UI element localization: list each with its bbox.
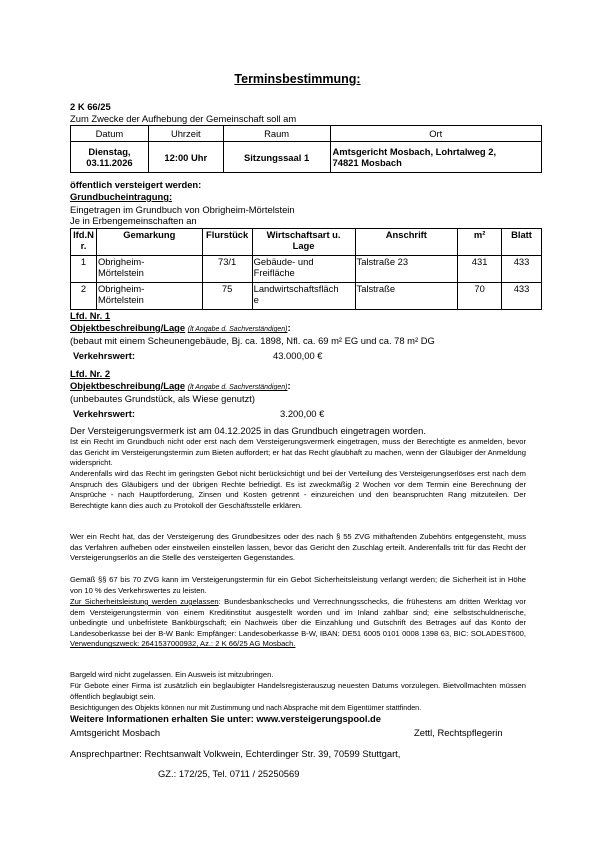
lfd1-objekt-label: Objektbeschreibung/Lage [70, 322, 186, 333]
gemarkung-line2: Mörtelstein [97, 267, 144, 278]
lfd2-objekt-label: Objektbeschreibung/Lage [70, 380, 186, 391]
termin-room: Sitzungssaal 1 [223, 142, 330, 173]
lfd1-wert-value: 43.000,00 € [273, 350, 323, 361]
header-wirtschaftsart [252, 229, 355, 256]
ansprechpartner: Ansprechpartner: Rechtsanwalt Volkwein, Echterdinger Str. 39, 70599 Stuttgart, [70, 748, 401, 759]
header-blatt: Blatt [502, 229, 542, 256]
termin-value-row [71, 142, 542, 173]
lfd1-description: (bebaut mit einem Scheunengebäude, Bj. ca. 1898, Nfl. ca. 69 m² EG und ca. 78 m² DG [70, 335, 435, 346]
termin-header-row [71, 126, 542, 142]
table-row [71, 283, 542, 310]
date-weekday: Dienstag, [88, 146, 131, 157]
rechtspflegerin: Zettl, Rechtspflegerin [414, 727, 503, 738]
header-flurstueck: Flurstück [202, 229, 252, 256]
header-raum: Raum [223, 126, 330, 142]
paragraph-entgegenstehendes-recht: Wer ein Recht hat, das der Versteigerung des Grundbesitzes oder des nach § 55 ZVG mithaftenden Zubehörs entgegensteht, muss das Verfahren aufheben oder einstweilen einstellen lassen, bevor das Gericht den Zuschlag erteilt. Anderenfalls tritt für das Recht der Versteigerungserlös an die Stelle des versteigerten Gegenstandes. [70, 532, 526, 563]
lfd2-wert-label: Verkehrswert: [73, 408, 136, 419]
row-wirtschaftsart [252, 283, 355, 310]
place-line2: 74821 Mosbach [332, 157, 402, 168]
lfd1-wert-label: Verkehrswert: [73, 350, 136, 361]
wirtschaftsart-line2: e [253, 294, 259, 305]
lfd2-wert-value: 3.200,00 € [280, 408, 325, 419]
grundbuch-line2: Je in Erbengemeinschaften an [70, 215, 197, 226]
header-anschrift: Anschrift [355, 229, 458, 256]
gemarkung-line2: Mörtelstein [97, 294, 144, 305]
grundbuch-header-row [71, 229, 542, 256]
zugelassen-text: : Bundesbankschecks und Verrechnungsschecks, die frühestens am dritten Werktag vor dem Versteigerungstermin von einem Kreditinstitut ausgestellt worden und im Inland zahlbar sind; eine selbstschuldnerische, unbedingte und unbefristete Bankbürgschaft; ein Nachweis über die Einzahlung und Gutschrift des Betrages auf das Konto der Landesoberkasse bei der B-W Bank: Empfänger: Landesoberkasse B-W, IBAN: DE51 6005 0101 0008 1398 63, BIC: SOLADEST600, [70, 597, 526, 638]
page-title: Terminsbestimmung: [234, 72, 361, 86]
gemarkung-line1: Obrigheim- [97, 256, 145, 267]
wirtschaftsart-line1: Gebäude- und [253, 256, 314, 267]
wirtschaftsart-line2: Freifläche [253, 267, 295, 278]
row-gemarkung [96, 256, 202, 283]
court-name: Amtsgericht Mosbach [70, 727, 161, 738]
row-m2: 70 [458, 283, 502, 310]
lfd2-label: Lfd. Nr. 2 [70, 368, 111, 379]
wirtschaftsart-label-2: Lage [292, 240, 315, 251]
row-nr: 1 [71, 256, 97, 283]
termin-date [71, 142, 149, 173]
wirtschaftsart-line1: Landwirtschaftsfläch [253, 283, 339, 294]
paragraph-geringstes-gebot: Anderenfalls wird das Recht im geringsten Gebot nicht berücksichtigt und bei der Verteilung des Versteigerungserlöses erst nach dem Anspruch des Gläubigers und der übrigen Rechte befriedigt. Es ist zweckmäßig 2 Wochen vor dem Termin eine Berechnung der Ansprüche - nach Hauptforderung, Zinsen und Kosten getrennt - einzureichen und den beanspruchten Rang mitzuteilen. Der Berechtigte kann dies auch zu Protokoll der Geschäftsstelle erklären. [70, 469, 526, 510]
gemarkung-line1: Obrigheim- [97, 283, 145, 294]
paragraph-firma: Für Gebote einer Firma ist zusätzlich ein beglaubigter Handelsregisterauszug neuesten Datums vorzulegen. Bietvollmachten müssen öffentlich beglaubigt sein. [70, 681, 526, 701]
lfd1-label: Lfd. Nr. 1 [70, 310, 111, 321]
wirtschaftsart-label-1: Wirtschaftsart u. [266, 229, 341, 240]
termin-place [330, 142, 541, 173]
versteigerungsvermerk: Der Versteigerungsvermerk ist am 04.12.2025 in das Grundbuch eingetragen worden. [70, 425, 426, 436]
row-nr: 2 [71, 283, 97, 310]
grundbuch-heading: Grundbucheintragung: [70, 191, 173, 202]
versteigert-text: öffentlich versteigert werden: [70, 179, 202, 190]
grundbuch-line1: Eingetragen im Grundbuch von Obrigheim-Mörtelstein [70, 204, 295, 215]
paragraph-sicherheitsleistung: Gemäß §§ 67 bis 70 ZVG kann im Versteigerungstermin für ein Gebot Sicherheitsleistung verlangt werden; die Sicherheit ist in Höhe von 10 % des Verkehrswertes zu leisten. [70, 575, 526, 595]
row-anschrift: Talstraße 23 [355, 256, 458, 283]
header-datum: Datum [71, 126, 149, 142]
geschaeftszeichen: GZ.: 172/25, Tel. 0711 / 25250569 [158, 768, 300, 779]
paragraph-anmeldung: Ist ein Recht im Grundbuch nicht oder erst nach dem Versteigerungsvermerk eingetragen, muss der Berechtigte es anmelden, bevor das Gericht im Versteigerungstermin zum Bieten auffordert; er hat das Recht glaubhaft zu machen, wenn der Gläubiger der Anmeldung widerspricht. [70, 437, 526, 468]
verwendungszweck: Verwendungszweck: 2641537000932, Az.: 2 K 66/25 AG Mosbach. [70, 639, 296, 649]
case-number: 2 K 66/25 [70, 101, 111, 112]
table-row [71, 256, 542, 283]
paragraph-zugelassen [70, 597, 526, 650]
row-flurstueck: 75 [202, 283, 252, 310]
place-line1: Amtsgericht Mosbach, Lohrtalweg 2, [332, 146, 497, 157]
paragraph-bargeld: Bargeld wird nicht zugelassen. Ein Ausweis ist mitzubringen. [70, 670, 274, 679]
lfd1-objekt-colon: : [287, 322, 291, 333]
row-wirtschaftsart [252, 256, 355, 283]
header-gemarkung: Gemarkung [96, 229, 202, 256]
zugelassen-label: Zur Sicherheitsleistung werden zugelassen [70, 597, 219, 606]
row-blatt: 433 [502, 256, 542, 283]
intro-text: Zum Zwecke der Aufhebung der Gemeinschaft soll am [70, 113, 297, 124]
date-value: 03.11.2026 [86, 157, 133, 168]
header-m2: m² [458, 229, 502, 256]
header-ort: Ort [330, 126, 541, 142]
header-uhrzeit: Uhrzeit [148, 126, 223, 142]
termin-table [70, 125, 542, 173]
termin-time: 12:00 Uhr [148, 142, 223, 173]
lfd2-description: (unbebautes Grundstück, als Wiese genutzt) [70, 393, 255, 404]
row-blatt: 433 [502, 283, 542, 310]
lfd2-objekt-note: (lt Angabe d. Sachverständigen) [187, 384, 288, 391]
paragraph-besichtigung: Besichtigungen des Objekts können nur mit Zustimmung und nach Absprache mit dem Eigentümer stattfinden. [70, 703, 422, 712]
lfd2-objekt-colon: : [287, 380, 291, 391]
lfd-nr-label-1: lfd.N [73, 229, 94, 240]
lfd2-objekt-line [70, 380, 291, 393]
lfd1-objekt-note: (lt Angabe d. Sachverständigen) [187, 326, 288, 333]
row-m2: 431 [458, 256, 502, 283]
row-flurstueck: 73/1 [202, 256, 252, 283]
header-lfd-nr [71, 229, 97, 256]
weitere-informationen: Weitere Informationen erhalten Sie unter: www.versteigerungspool.de [70, 713, 381, 724]
grundbuch-table [70, 228, 542, 310]
lfd-nr-label-2: r. [80, 240, 87, 251]
row-gemarkung [96, 283, 202, 310]
lfd1-objekt-line [70, 322, 291, 335]
row-anschrift: Talstraße [355, 283, 458, 310]
